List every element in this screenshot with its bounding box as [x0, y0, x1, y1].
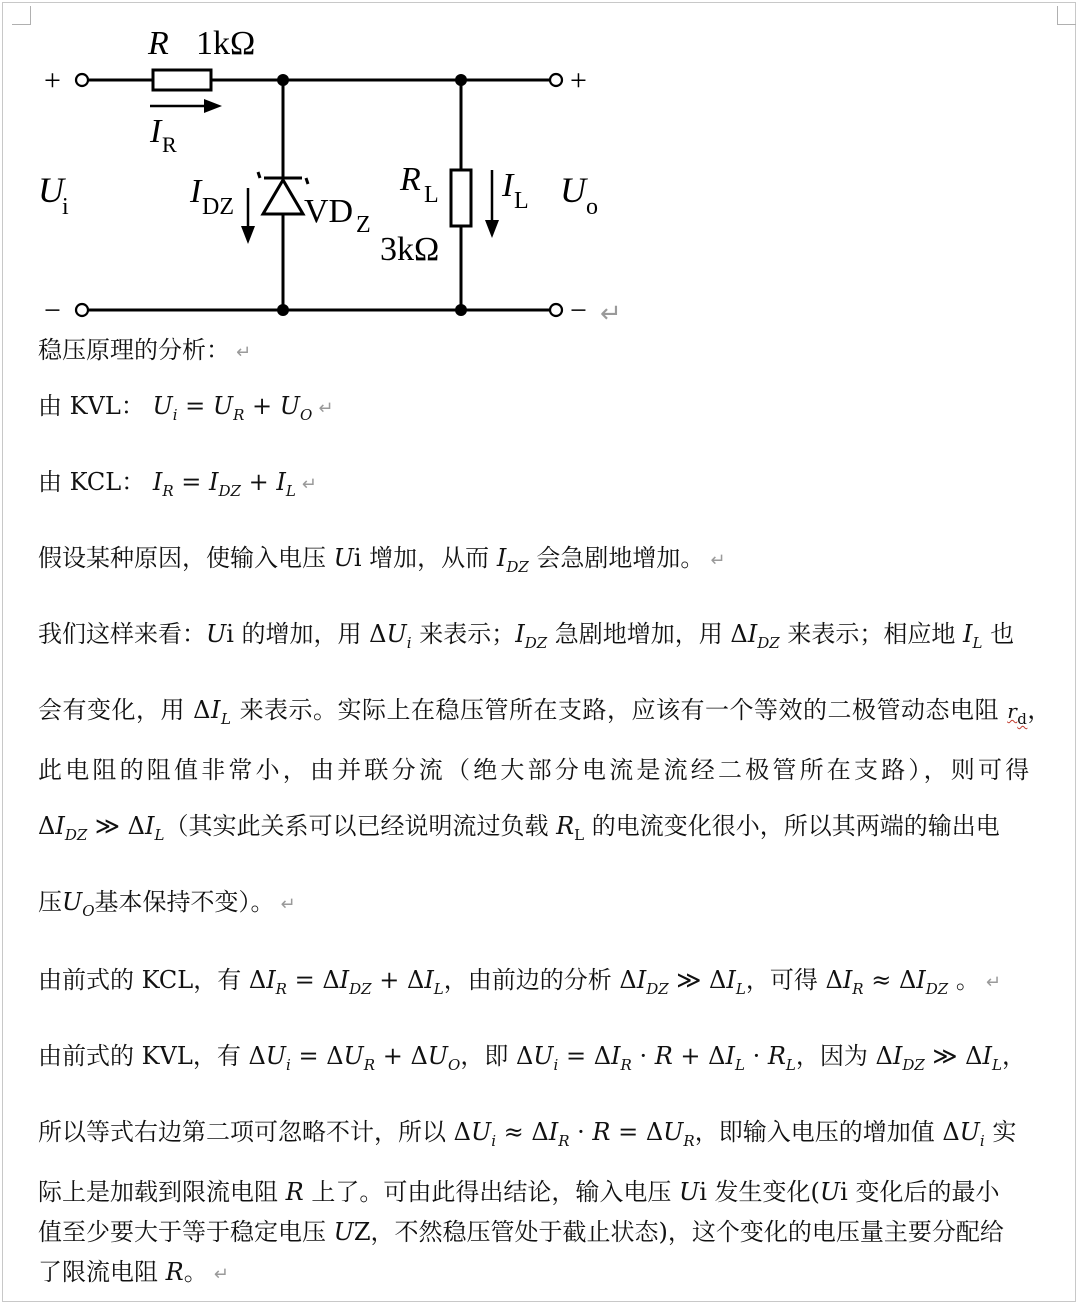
out-plus-sign: +: [570, 64, 587, 97]
text-run: 我们这样来看：: [38, 620, 206, 648]
paragraph-2-line-5: 压$U_O$基本保持不变）。 ↵: [38, 888, 296, 920]
text-run: 由前式的 KCL，有: [38, 966, 242, 994]
zener-triangle: [263, 180, 303, 214]
paragraph-4-line-3: 际上是加载到限流电阻 R 上了。可由此得出结论，输入电压 Ui 发生变化(Ui 变化后的最小: [38, 1178, 1000, 1206]
paragraph-2-line-4: $\Delta I_{DZ}$ ≫ $\Delta I_L$（其实此关系可以已经说明流过负载 $R_L$ 的电流变化很小，所以其两端的输出电: [38, 812, 1000, 844]
text-run: 值至少要大于等于稳定电压: [38, 1218, 326, 1246]
paragraph-4-line-4: 值至少要大于等于稳定电压 UZ，不然稳压管处于截止状态)，这个变化的电压量主要分配给: [38, 1218, 1004, 1246]
text-run: i 变化后的最小: [840, 1178, 1000, 1206]
paragraph-mark: ↵: [301, 474, 317, 495]
paragraph-4-line-2: 所以等式右边第二项可忽略不计，所以 $\Delta U_i \approx \Delta I_R \cdot R = \Delta U_R$，即输入电压的增加值 $\Delta U_i$ 实: [38, 1118, 1017, 1150]
page-corner-mark: [1057, 6, 1076, 25]
text-run: 由前式的 KVL，有: [38, 1042, 241, 1070]
text-run: 的电流变化很小，所以其两端的输出电: [591, 812, 1000, 840]
text-run: ，即: [460, 1042, 509, 1070]
text-run: 所以等式右边第二项可忽略不计，所以: [38, 1118, 446, 1146]
text-run: （其实此关系可以已经说明流过负载: [164, 812, 549, 840]
out-minus-sign: −: [570, 294, 587, 327]
junction-node: [455, 74, 467, 86]
kvl-prefix: 由 KVL：: [38, 392, 145, 420]
text-run: 会急剧地增加。: [536, 544, 705, 572]
kcl-line: 由 KCL： $I_R = I_{DZ} + I_L$ ↵: [38, 468, 317, 500]
text-run: 上了。可由此得出结论，输入电压: [311, 1178, 672, 1206]
terminal-in-plus: [76, 74, 88, 86]
paragraph-mark: ↵: [236, 342, 252, 363]
label-il-sub: L: [514, 188, 529, 214]
label-rl-sub: L: [424, 182, 439, 208]
kcl-prefix: 由 KCL：: [38, 468, 146, 496]
paragraph-2-line-1: 我们这样来看：Ui 的增加，用 $\Delta U_i$ 来表示；$I_{DZ}$ 急剧地增加，用 $\Delta I_{DZ}$ 来表示；相应地 $I_L$ 也: [38, 620, 1015, 652]
text-run: Z，不然稳压管处于截止状态)，这个变化的电压量主要分配给: [353, 1218, 1004, 1246]
text-run: 压: [38, 888, 62, 916]
in-minus-sign: −: [44, 294, 61, 327]
paragraph-mark: ↵: [318, 398, 334, 419]
in-plus-sign: +: [44, 64, 61, 97]
paragraph-mark: ↵: [600, 299, 622, 329]
paragraph-mark: ↵: [213, 1264, 229, 1285]
paragraph-mark: ↵: [985, 972, 1001, 993]
text-run: ，即输入电压的增加值: [694, 1118, 935, 1146]
paragraph-3: 由前式的 KCL，有 $\Delta I_R = \Delta I_{DZ} + \Delta I_L$，由前边的分析 $\Delta I_{DZ}$ ≫ $\Delta I_L$，可得 $\Delta I_R \approx \Delta I_{DZ}$ 。 ↵: [38, 966, 1001, 998]
analysis-heading: 稳压原理的分析：: [38, 336, 230, 364]
text-run: 实: [992, 1118, 1017, 1146]
text-run: 了限流电阻: [38, 1258, 158, 1286]
label-vdz-sub: Z: [356, 212, 371, 238]
label-idz: I: [190, 173, 202, 210]
paragraph-4-line-5: 了限流电阻 R。 ↵: [38, 1258, 229, 1286]
text-run: ，由前边的分析: [443, 966, 612, 994]
resistor-r: [153, 70, 211, 90]
label-idz-sub: DZ: [202, 194, 234, 220]
junction-node: [277, 74, 289, 86]
paragraph-mark: ↵: [710, 550, 726, 571]
label-uo-sub: o: [586, 194, 598, 220]
paragraph-2-line-3: [38, 754, 1032, 786]
label-r-value: 1kΩ: [196, 25, 256, 62]
terminal-out-minus: [550, 304, 562, 316]
text-run: 来表示；相应地: [787, 620, 956, 648]
text-run: i 的增加，用: [226, 620, 362, 648]
text-run: 此电阻的阻值非常小，由并联分流（绝大部分电流是流经二极管所在支路），则可得: [38, 756, 1033, 784]
text-run: 。: [183, 1258, 208, 1286]
text-run: ，因为: [795, 1042, 868, 1070]
label-r: R: [148, 25, 169, 62]
terminal-out-plus: [550, 74, 562, 86]
paragraph-mark: ↵: [280, 894, 296, 915]
text-run: 来表示。实际上在稳压管所在支路，应该有一个等效的二极管动态电阻: [239, 696, 1000, 724]
label-rl: R: [400, 161, 421, 198]
paragraph-1: 假设某种原因，使输入电压 Ui 增加，从而 $I_{DZ}$ 会急剧地增加。 ↵: [38, 544, 726, 576]
label-ir-sub: R: [162, 132, 177, 157]
terminal-in-minus: [76, 304, 88, 316]
paragraph-4-line-1: 由前式的 KVL，有 $\Delta U_i = \Delta U_R + \Delta U_O$，即 $\Delta U_i = \Delta I_R \cdot R + \Delta I_L \cdot R_L$，因为 $\Delta I_{DZ}$ ≫ $\Delta I_L$，: [38, 1042, 1026, 1074]
label-rl-value: 3kΩ: [380, 231, 440, 268]
label-ui: U: [38, 170, 64, 210]
resistor-rl: [451, 170, 471, 226]
paragraph-2-line-2: 会有变化，用 $\Delta I_L$ 来表示。实际上在稳压管所在支路，应该有一个等效的二极管动态电阻 $r_d$，: [38, 696, 1052, 728]
label-uo: U: [560, 170, 586, 210]
label-vdz: VD: [304, 193, 354, 230]
text-run: i 增加，从而: [353, 544, 490, 572]
text-run: i 发生变化(: [699, 1178, 820, 1206]
junction-node: [277, 304, 289, 316]
text-run: 际上是加载到限流电阻: [38, 1178, 278, 1206]
heading-line: [38, 334, 251, 369]
label-il: I: [502, 167, 514, 204]
zener-circuit-diagram: [0, 0, 640, 330]
text-run: 急剧地增加，用: [554, 620, 723, 648]
junction-node: [455, 304, 467, 316]
label-ir: I: [150, 113, 162, 150]
text-run: ，可得: [745, 966, 818, 994]
text-run: 基本保持不变）。: [94, 888, 275, 916]
text-run: 也: [990, 620, 1015, 648]
text-run: 假设某种原因，使输入电压: [38, 544, 326, 572]
kvl-line: 由 KVL： $U_i = U_R + U_O$ ↵: [38, 392, 334, 424]
text-run: 来表示；: [419, 620, 516, 648]
text-run: 会有变化，用: [38, 696, 185, 724]
label-ui-sub: i: [62, 194, 69, 220]
